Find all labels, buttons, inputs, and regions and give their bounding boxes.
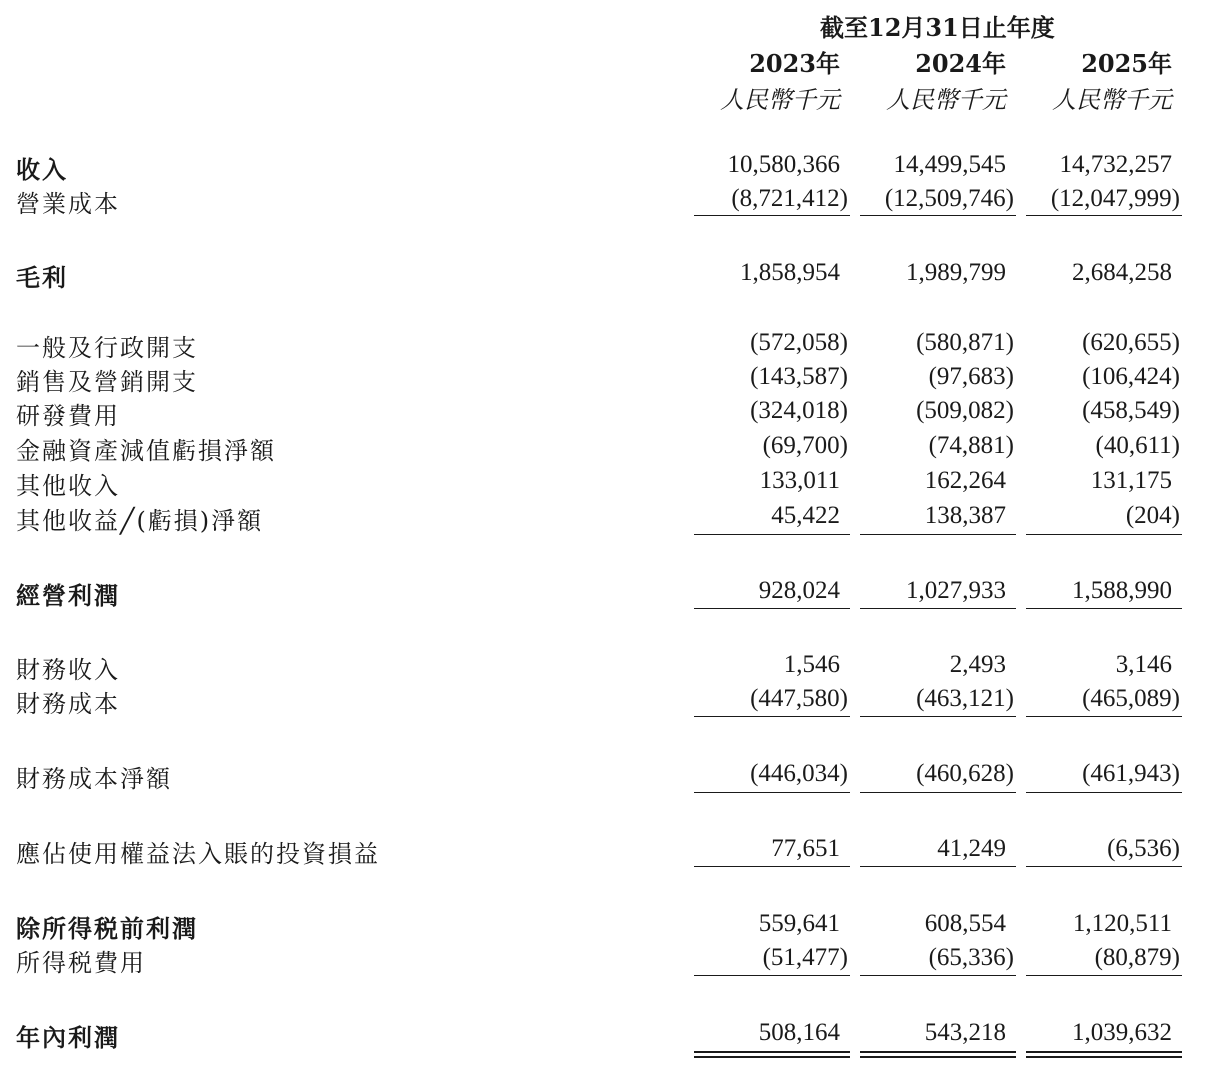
row-value-2025: 1,039,632 xyxy=(1072,1019,1172,1046)
subtotal-rule xyxy=(694,534,850,535)
row-value-2024: 41,249 xyxy=(937,835,1006,862)
row-label: 年內利潤 xyxy=(16,1023,120,1052)
row-value-2025: (106,424) xyxy=(1082,363,1180,390)
year-header-2024: 2024年 xyxy=(915,49,1006,78)
row-value-2025: 1,588,990 xyxy=(1072,577,1172,604)
subtotal-rule xyxy=(860,866,1016,867)
row-value-2023: (69,700) xyxy=(762,432,848,459)
row-value-2024: (65,336) xyxy=(928,944,1014,971)
row-label: 財務成本 xyxy=(16,690,120,718)
subtotal-rule xyxy=(860,975,1016,976)
period-header: 截至12月31日止年度 xyxy=(820,13,1055,42)
subtotal-rule xyxy=(694,975,850,976)
row-value-2025: 3,146 xyxy=(1115,651,1172,678)
row-value-2024: 2,493 xyxy=(949,651,1006,678)
subtotal-rule xyxy=(1026,792,1182,793)
unit-label-2023: 人民幣千元 xyxy=(720,86,840,114)
row-value-2025: (461,943) xyxy=(1082,760,1180,787)
row-value-2023: 77,651 xyxy=(771,835,840,862)
row-label: 毛利 xyxy=(16,263,68,292)
subtotal-rule xyxy=(860,215,1016,216)
row-value-2024: (509,082) xyxy=(916,397,1014,424)
row-value-2025: (40,611) xyxy=(1095,432,1180,459)
row-label: 所得税費用 xyxy=(16,949,146,977)
year-header-2025: 2025年 xyxy=(1081,49,1172,78)
row-value-2024: (97,683) xyxy=(928,363,1014,390)
row-label: 研發費用 xyxy=(16,402,120,430)
row-value-2025: (6,536) xyxy=(1107,835,1180,862)
row-label: 其他收入 xyxy=(16,472,120,500)
row-label: 金融資產減值虧損淨額 xyxy=(16,437,276,465)
row-value-2024: (12,509,746) xyxy=(884,185,1014,212)
total-double-rule xyxy=(860,1051,1016,1053)
year-header-2023: 2023年 xyxy=(749,49,840,78)
subtotal-rule xyxy=(1026,866,1182,867)
total-double-rule xyxy=(1026,1051,1182,1053)
row-value-2025: 2,684,258 xyxy=(1072,259,1172,286)
row-value-2025: 1,120,511 xyxy=(1072,910,1172,937)
subtotal-rule xyxy=(860,608,1016,609)
subtotal-rule xyxy=(1026,215,1182,216)
row-label: 收入 xyxy=(16,155,68,184)
row-label: 財務成本淨額 xyxy=(16,765,172,793)
row-value-2023: (447,580) xyxy=(750,685,848,712)
row-label: 其他收益╱(虧損)淨額 xyxy=(16,507,264,535)
row-label: 財務收入 xyxy=(16,656,120,684)
row-value-2023: 1,546 xyxy=(783,651,840,678)
row-value-2023: 559,641 xyxy=(758,910,840,937)
row-value-2024: (580,871) xyxy=(916,329,1014,356)
total-double-rule xyxy=(1026,1056,1182,1058)
row-value-2025: 14,732,257 xyxy=(1059,151,1172,178)
row-value-2023: (572,058) xyxy=(750,329,848,356)
row-value-2023: (446,034) xyxy=(750,760,848,787)
row-value-2023: 45,422 xyxy=(771,502,840,529)
unit-label-2024: 人民幣千元 xyxy=(886,86,1006,114)
row-value-2023: (143,587) xyxy=(750,363,848,390)
row-label: 銷售及營銷開支 xyxy=(16,368,198,396)
row-value-2024: 543,218 xyxy=(924,1019,1006,1046)
row-value-2024: 1,027,933 xyxy=(906,577,1006,604)
subtotal-rule xyxy=(1026,534,1182,535)
row-value-2025: (80,879) xyxy=(1094,944,1180,971)
row-value-2024: 1,989,799 xyxy=(906,259,1006,286)
subtotal-rule xyxy=(694,716,850,717)
row-value-2025: 131,175 xyxy=(1090,467,1172,494)
row-value-2023: (324,018) xyxy=(750,397,848,424)
subtotal-rule xyxy=(694,866,850,867)
subtotal-rule xyxy=(694,608,850,609)
row-value-2023: (8,721,412) xyxy=(731,185,848,212)
row-label: 應佔使用權益法入賬的投資損益 xyxy=(16,840,380,868)
row-value-2024: 138,387 xyxy=(924,502,1006,529)
row-value-2023: 508,164 xyxy=(758,1019,840,1046)
row-value-2024: (463,121) xyxy=(916,685,1014,712)
row-value-2023: 928,024 xyxy=(758,577,840,604)
row-label: 一般及行政開支 xyxy=(16,334,198,362)
row-value-2023: 10,580,366 xyxy=(727,151,840,178)
row-value-2024: 608,554 xyxy=(924,910,1006,937)
total-double-rule xyxy=(694,1056,850,1058)
row-value-2024: (74,881) xyxy=(928,432,1014,459)
row-value-2025: (12,047,999) xyxy=(1050,185,1180,212)
row-value-2025: (620,655) xyxy=(1082,329,1180,356)
subtotal-rule xyxy=(860,534,1016,535)
row-value-2023: 133,011 xyxy=(759,467,840,494)
subtotal-rule xyxy=(1026,716,1182,717)
row-value-2025: (204) xyxy=(1125,502,1180,529)
row-value-2024: 162,264 xyxy=(924,467,1006,494)
row-label: 營業成本 xyxy=(16,190,120,218)
subtotal-rule xyxy=(694,792,850,793)
total-double-rule xyxy=(694,1051,850,1053)
subtotal-rule xyxy=(1026,975,1182,976)
row-value-2025: (465,089) xyxy=(1082,685,1180,712)
row-label: 經營利潤 xyxy=(16,581,120,610)
row-value-2023: 1,858,954 xyxy=(740,259,840,286)
subtotal-rule xyxy=(694,215,850,216)
unit-label-2025: 人民幣千元 xyxy=(1052,86,1172,114)
row-label: 除所得税前利潤 xyxy=(16,914,198,943)
row-value-2023: (51,477) xyxy=(762,944,848,971)
subtotal-rule xyxy=(860,792,1016,793)
row-value-2024: (460,628) xyxy=(916,760,1014,787)
row-value-2024: 14,499,545 xyxy=(893,151,1006,178)
total-double-rule xyxy=(860,1056,1016,1058)
subtotal-rule xyxy=(1026,608,1182,609)
row-value-2025: (458,549) xyxy=(1082,397,1180,424)
subtotal-rule xyxy=(860,716,1016,717)
